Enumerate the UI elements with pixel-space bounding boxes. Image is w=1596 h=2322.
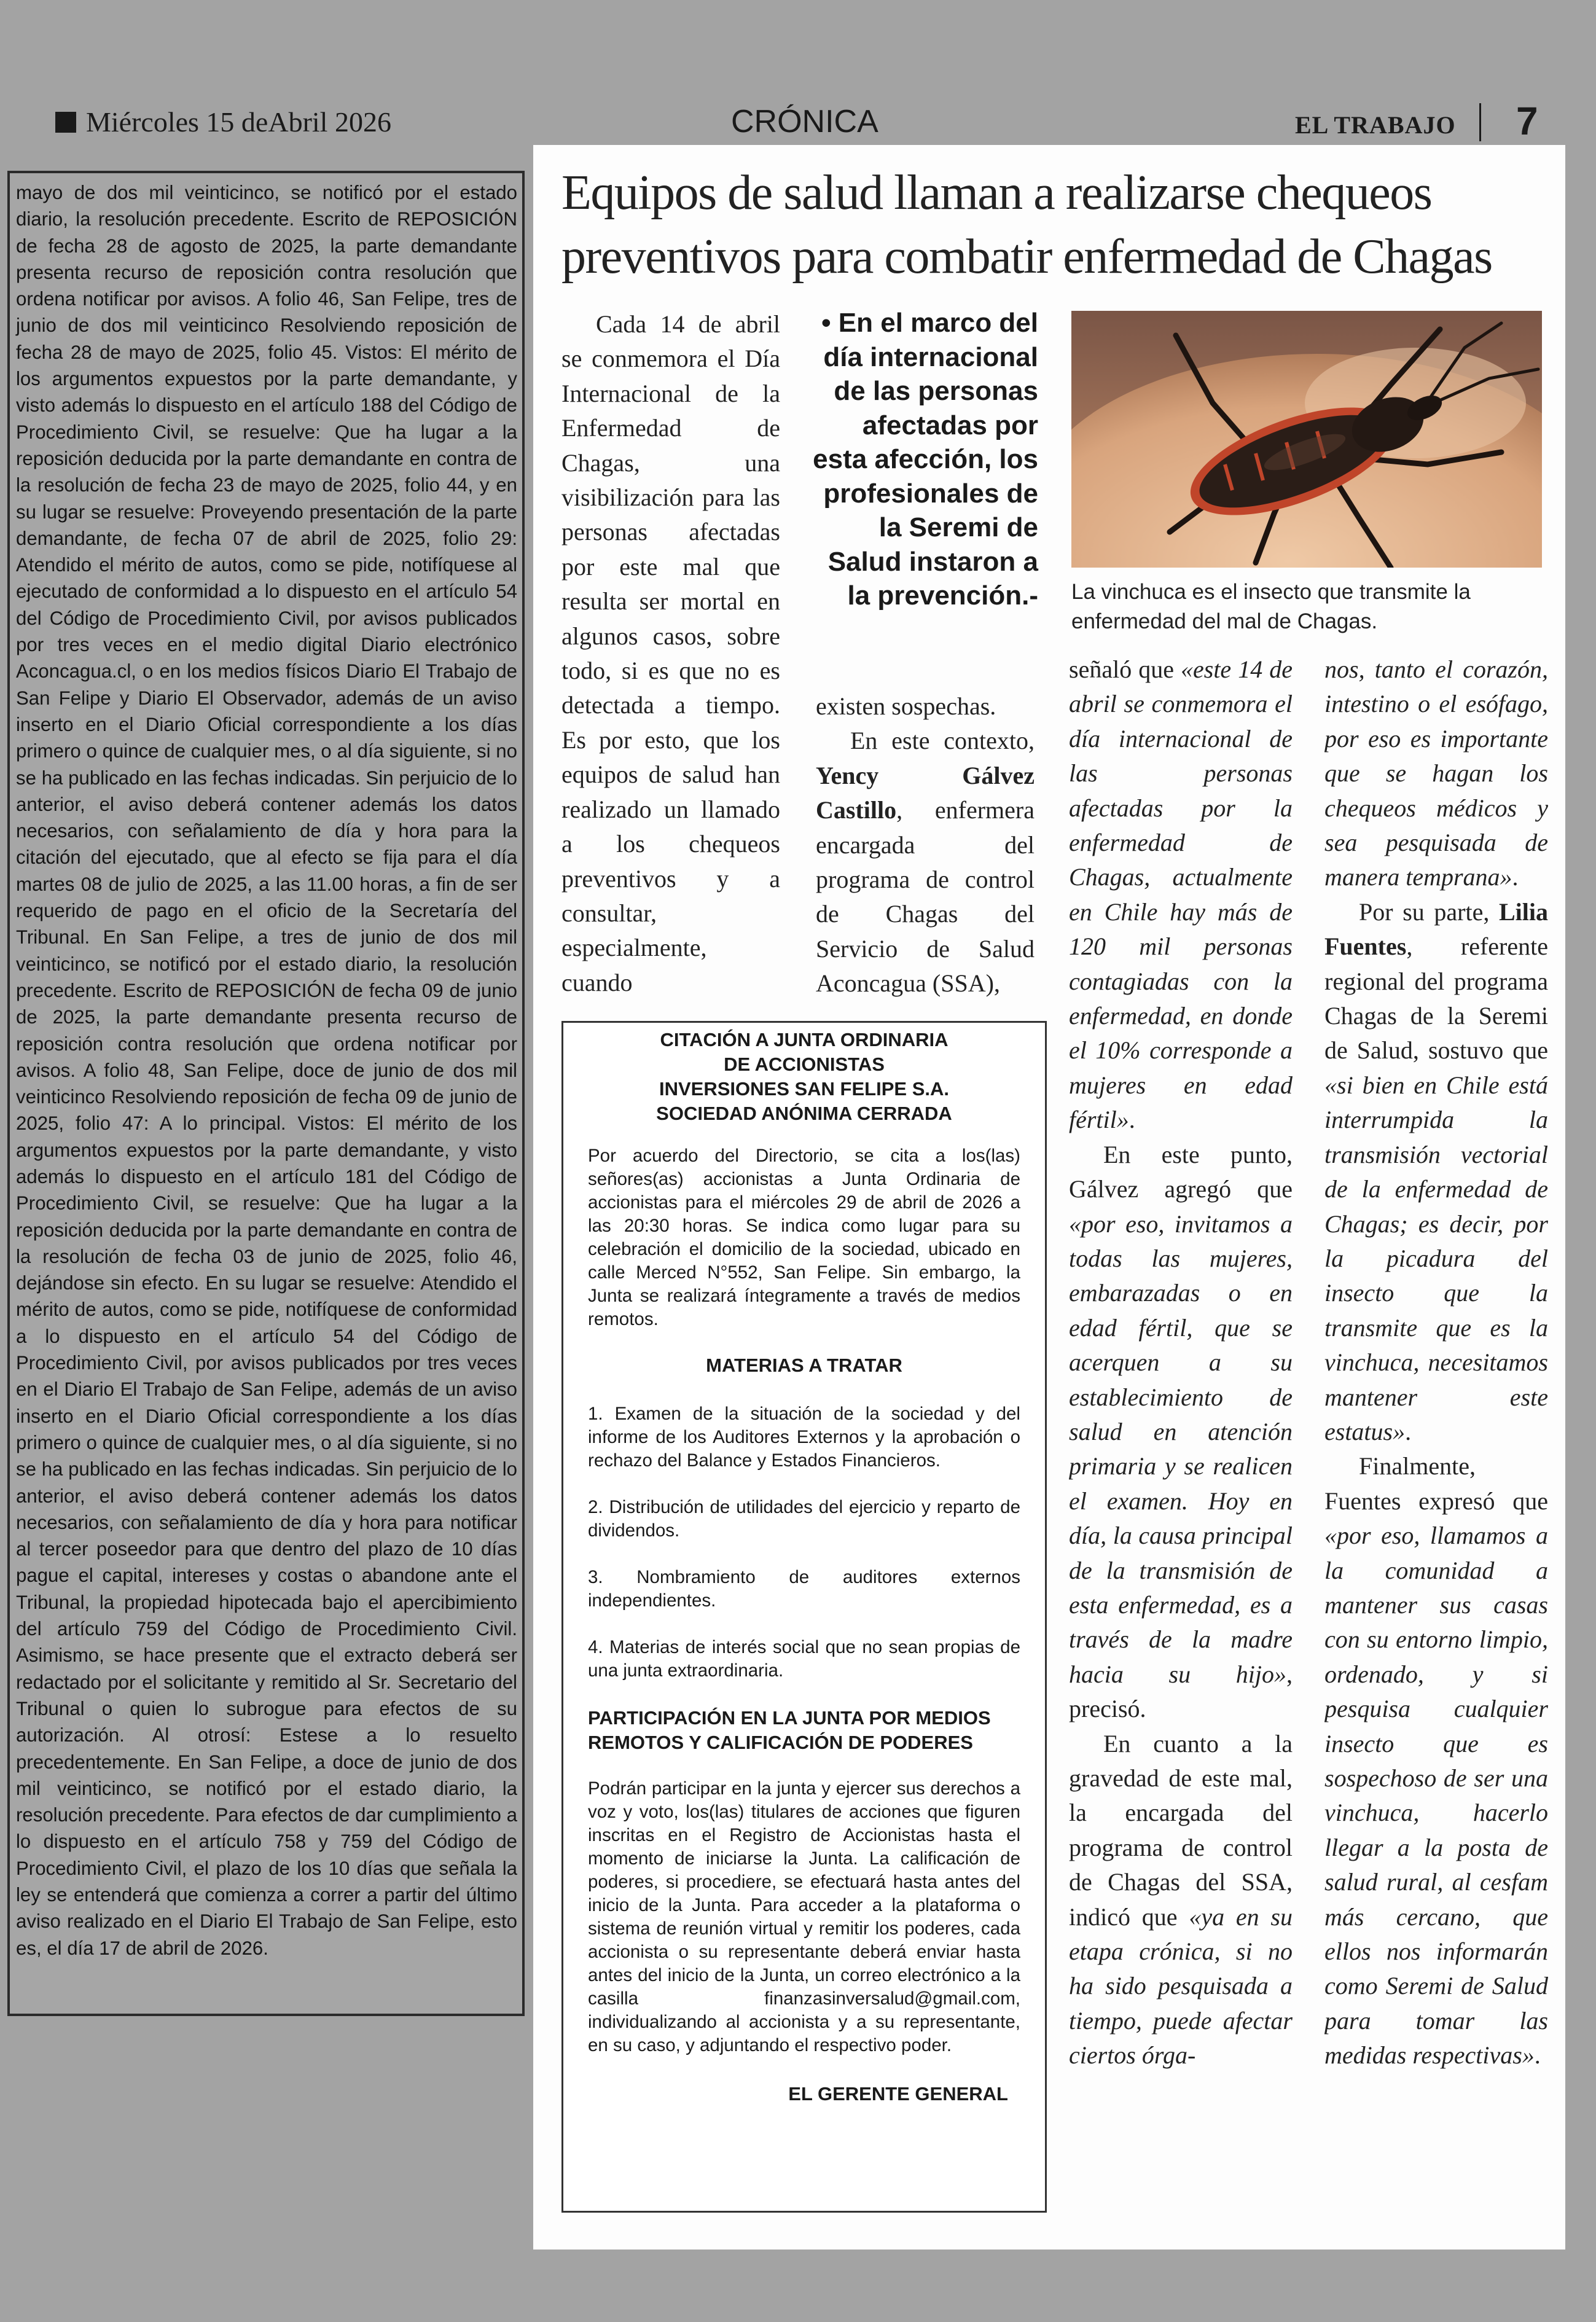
quote: «si bien en Chile está interrumpida la transmisión vectorial de la enfermedad de Chagas; es decir, por la picadura del insecto que la transmite que es la vinchuca, necesitamos mantener este estatus» bbox=[1324, 1071, 1548, 1445]
article-highlight: • En el marco del día internacional de las personas afectadas por esta afección, los profesionales de la Seremi de Salud instaron a la prevención.- bbox=[813, 308, 1038, 611]
text-run: En este punto, Gálvez agregó que bbox=[1069, 1140, 1293, 1203]
text-run: , enfermera encargada del programa de control de Chagas del Servicio de Salud Aconcagua (SSA), bbox=[816, 796, 1035, 998]
article-column-2 bbox=[816, 689, 1035, 1009]
notice-title-line: DE ACCIONISTAS bbox=[724, 1054, 885, 1075]
page-number: 7 bbox=[1516, 99, 1538, 143]
notice-item: 1. Examen de la situación de la sociedad y del informe de los Auditores Externos y la aprobación o rechazo del Balance y Estados Financieros. bbox=[588, 1404, 1020, 1471]
text-run: Por su parte, bbox=[1359, 897, 1499, 926]
photo-caption: La vinchuca es el insecto que transmite la enfermedad del mal de Chagas. bbox=[1071, 580, 1471, 633]
text-run: , referente regional del programa Chagas de la Seremi de Salud, sostuvo que bbox=[1324, 932, 1548, 1065]
legal-notice bbox=[7, 171, 525, 2016]
quote: «este 14 de abril se conmemora el día internacional de las personas afectadas por la enfermedad de Chagas, actualmente en Chile hay más de 120 mil personas contagiadas con la enfermedad, en donde el 10% corresponde a mujeres en edad fértil» bbox=[1069, 655, 1293, 1134]
header-divider bbox=[1479, 103, 1481, 141]
article-column-1 bbox=[561, 307, 780, 1007]
article-headline: Equipos de salud llaman a realizarse chequeos preventivos para combatir enfermedad de Chagas bbox=[561, 166, 1492, 284]
notice-item: 4. Materias de interés social que no sean propias de una junta extraordinaria. bbox=[588, 1637, 1020, 1681]
article-column-3 bbox=[1069, 652, 1293, 2225]
notice-title-line: CITACIÓN A JUNTA ORDINARIA bbox=[660, 1029, 949, 1050]
quote: «por eso, llamamos a la comunidad a mantener sus casas con su entorno limpio, ordenado, y si pesquisa cualquier insecto que es sospechoso de ser una vinchuca, hacerlo llegar a la posta de salud rural, al cesfam más cercano, que ellos nos informarán como Seremi de Salud para tomar las medidas respectivas» bbox=[1324, 1522, 1548, 2070]
issue-date bbox=[55, 106, 391, 138]
quote: nos, tanto el corazón, intestino o el esófago, por eso es importante que se hagan los chequeos médicos y sea pesquisada de manera temprana» bbox=[1324, 655, 1548, 891]
text-run: En cuanto a la gravedad de este mal, la encargada del programa de control de Chagas del SSA, indicó que bbox=[1069, 1729, 1293, 1931]
square-bullet-icon bbox=[55, 112, 76, 133]
notice-item: 2. Distribución de utilidades del ejercicio y reparto de dividendos. bbox=[588, 1497, 1020, 1541]
article-paragraph bbox=[1069, 1727, 1293, 2073]
notice-title-line: SOCIEDAD ANÓNIMA CERRADA bbox=[656, 1103, 952, 1124]
notice-item: 3. Nombramiento de auditores externos independientes. bbox=[588, 1567, 1020, 1611]
article-paragraph bbox=[1324, 895, 1548, 1450]
article-paragraph bbox=[1324, 652, 1548, 895]
text-run: . bbox=[1534, 2041, 1541, 2070]
text-run: , precisó. bbox=[1069, 1660, 1293, 1723]
text-run: señaló que bbox=[1069, 655, 1181, 683]
quote: «ya en su etapa crónica, si no ha sido pesquisada a tiempo, puede afectar ciertos órga- bbox=[1069, 1902, 1293, 2070]
legal-notice-text: mayo de dos mil veinticinco, se notificó por el estado diario, la resolución precedente. Escrito de REPOSICIÓN de fecha 28 de agosto de 2025, la parte demandante presenta recurso de reposición contra resolución que ordena notificar por avisos. A folio 46, San Felipe, tres de junio de dos mil veinticinco Resolviendo reposición de fecha 28 de mayo de 2025, folio 45. Vistos: El mérito de los argumentos expuestos por la parte demandante, y visto además lo dispuesto en el artículo 188 del Código de Procedimiento Civil, se resuelve: Que ha lugar a la reposición deducida por la parte demandante en contra de la resolución de fecha 23 de mayo de 2025, folio 44, y en su lugar se resuelve: Proveyendo presentación de la parte demandante, de fecha 07 de abril de 2025, folio 29: Atendido el mérito de autos, como se pide, notifíquese al ejecutado de conformidad a lo dispuesto en el artículo 54 del Código de Procedimiento Civil, por avisos publicados por tres veces en el medio digital Diario electrónico Aconcagua.cl, o en los medios físicos Diario El Trabajo de San Felipe y Diario El Observador, además de un aviso inserto en el Diario Oficial correspondiente a los días primero o quince de cualquier mes, o al día siguiente, si no se ha publicado en las fechas indicadas. Sin perjuicio de lo anterior, el aviso deberá contener además los datos necesarios, con señalamiento de día y hora para la citación del ejecutado, que al efecto se fija para el día martes 08 de julio de 2025, a las 11.00 horas, a fin de ser requerido de pago en el oficio de la Secretaría del Tribunal. En San Felipe, a tres de junio de dos mil veinticinco, se notificó por el estado diario, la resolución precedente. Escrito de REPOSICIÓN de fecha 09 de junio de 2025, la parte demandante presenta recurso de reposición contra resolución que ordena notificar por avisos. A folio 48, San Felipe, doce de junio de dos mil veinticinco Resolviendo reposición de fecha 09 de junio de 2025, folio 47: A lo principal. Vistos: El mérito de los argumentos expuestos por la parte demandante, y visto además lo dispuesto en el artículo 181 del Código de Procedimiento Civil, se resuelve: Que ha lugar a la reposición deducida por la parte demandante en contra de la resolución de fecha 03 de junio de 2025, folio 46, dejándose sin efecto. En su lugar se resuelve: Atendido el mérito de autos, como se pide, notifíquese de conformidad a lo dispuesto en el artículo 54 del Código de Procedimiento Civil, por avisos publicados por tres veces en el Diario El Trabajo de San Felipe, además de un aviso inserto en el Diario Oficial correspondiente a los días primero o quince de cualquier mes, o al día siguiente, si no se ha publicado en las fechas indicadas. Sin perjuicio de lo anterior, el aviso deberá contener además los datos necesarios, con señalamiento de día y hora para notificar al tercer poseedor para que dentro del plazo de 10 días pague el capital, intereses y costas o abandone ante el Tribunal, la propiedad hipotecada bajo el apercibimiento del artículo 759 del Código de Procedimiento Civil. Asimismo, se hace presente que el extracto deberá ser redactado por el solicitante y remitido al Sr. Secretario del Tribunal o quien lo subrogue para efectos de su autorización. Al otrosí: Estese a lo resuelto precedentemente. En San Felipe, a doce de junio de dos mil veinticinco, se notificó por el estado diario, la resolución precedente. Para efectos de dar cumplimiento a lo dispuesto en el artículo 758 y 759 del Código de Procedimiento Civil, el plazo de los 10 días que señala la ley se entenderá que comienza a correr a partir del último aviso realizado en el Diario El Trabajo de San Felipe, esto es, el día 17 de abril de 2026. bbox=[16, 182, 517, 1959]
issue-date-text: Miércoles 15 deAbril 2026 bbox=[86, 106, 391, 138]
text-run: . bbox=[1129, 1106, 1135, 1134]
notice-participation: Podrán participar en la junta y ejercer sus derechos a voz y voto, los(las) titulares de acciones que figuren inscritas en el Registro de Accionistas hasta el momento de iniciarse la Junta. La calificación de poderes, si procediere, se efectuará hasta antes del inicio de la Junta. Para acceder a la plataforma o sistema de reunión virtual y remitir los poderes, cada accionista o su representante deberá enviar hasta antes del inicio de la Junta, un correo electrónico a la casilla finanzasinversalud@gmail.com, individualizando al accionista y a su representante, en su caso, y adjuntando el respectivo poder. bbox=[588, 1778, 1020, 2055]
notice-title-line: INVERSIONES SAN FELIPE S.A. bbox=[659, 1078, 949, 1100]
vinchuca-photo bbox=[1071, 311, 1542, 568]
article-paragraph bbox=[1069, 652, 1293, 1138]
notice-subtitle: PARTICIPACIÓN EN LA JUNTA POR MEDIOS REMOTOS Y CALIFICACIÓN DE PODERES bbox=[588, 1707, 991, 1753]
text-run: Finalmente, Fuentes expresó que bbox=[1324, 1452, 1548, 1515]
article-paragraph: existen sospechas. bbox=[816, 692, 996, 720]
notice-signature: EL GERENTE GENERAL bbox=[788, 2083, 1008, 2105]
person-name: Lilia Fuentes bbox=[1324, 897, 1548, 961]
article-paragraph bbox=[1069, 1138, 1293, 1727]
shareholders-meeting-notice bbox=[561, 1021, 1047, 2213]
text-run: . bbox=[1405, 1417, 1412, 1445]
person-name: Yency Gálvez Castillo bbox=[816, 761, 1035, 824]
vinchuca-insect-icon bbox=[1071, 311, 1542, 568]
text-run: En este contexto, bbox=[850, 727, 1035, 755]
text-run: . bbox=[1512, 863, 1519, 891]
article-paragraph bbox=[1324, 1449, 1548, 2073]
quote: «por eso, invitamos a todas las mujeres, embarazadas o en edad fértil, que se acerquen a su establecimiento de salud en atención primaria y se realicen el examen. Hoy en día, la causa principal de la transmisión de esta enfermedad, es a través de la madre hacia su hijo» bbox=[1069, 1210, 1293, 1688]
notice-intro: Por acuerdo del Directorio, se cita a los(las) señores(as) accionistas a Junta Ordinaria de accionistas para el miércoles 29 de abril de 2026 a las 20:30 horas. Se indica como lugar para su celebración el domicilio de la sociedad, ubicado en calle Merced N°552, San Felipe. Sin embargo, la Junta se realizará íntegramente a través de medios remotos. bbox=[588, 1146, 1020, 1329]
notice-title bbox=[588, 1028, 1020, 1126]
notice-subtitle: MATERIAS A TRATAR bbox=[706, 1354, 902, 1376]
article-paragraph: Cada 14 de abril se conmemora el Día Internacional de la Enfermedad de Chagas, una visibilización para las personas afectadas por este mal que resulta ser mortal en algunos casos, sobre todo, si es que no es detectada a tiempo. Es por esto, que los equipos de salud han realizado un llamado a los chequeos preventivos y a consultar, especialmente, cuando bbox=[561, 310, 780, 996]
newspaper-name: EL TRABAJO bbox=[1295, 111, 1456, 139]
article-column-4 bbox=[1324, 652, 1548, 2225]
section-name: CRÓNICA bbox=[731, 104, 878, 139]
article-paragraph bbox=[816, 724, 1035, 1001]
